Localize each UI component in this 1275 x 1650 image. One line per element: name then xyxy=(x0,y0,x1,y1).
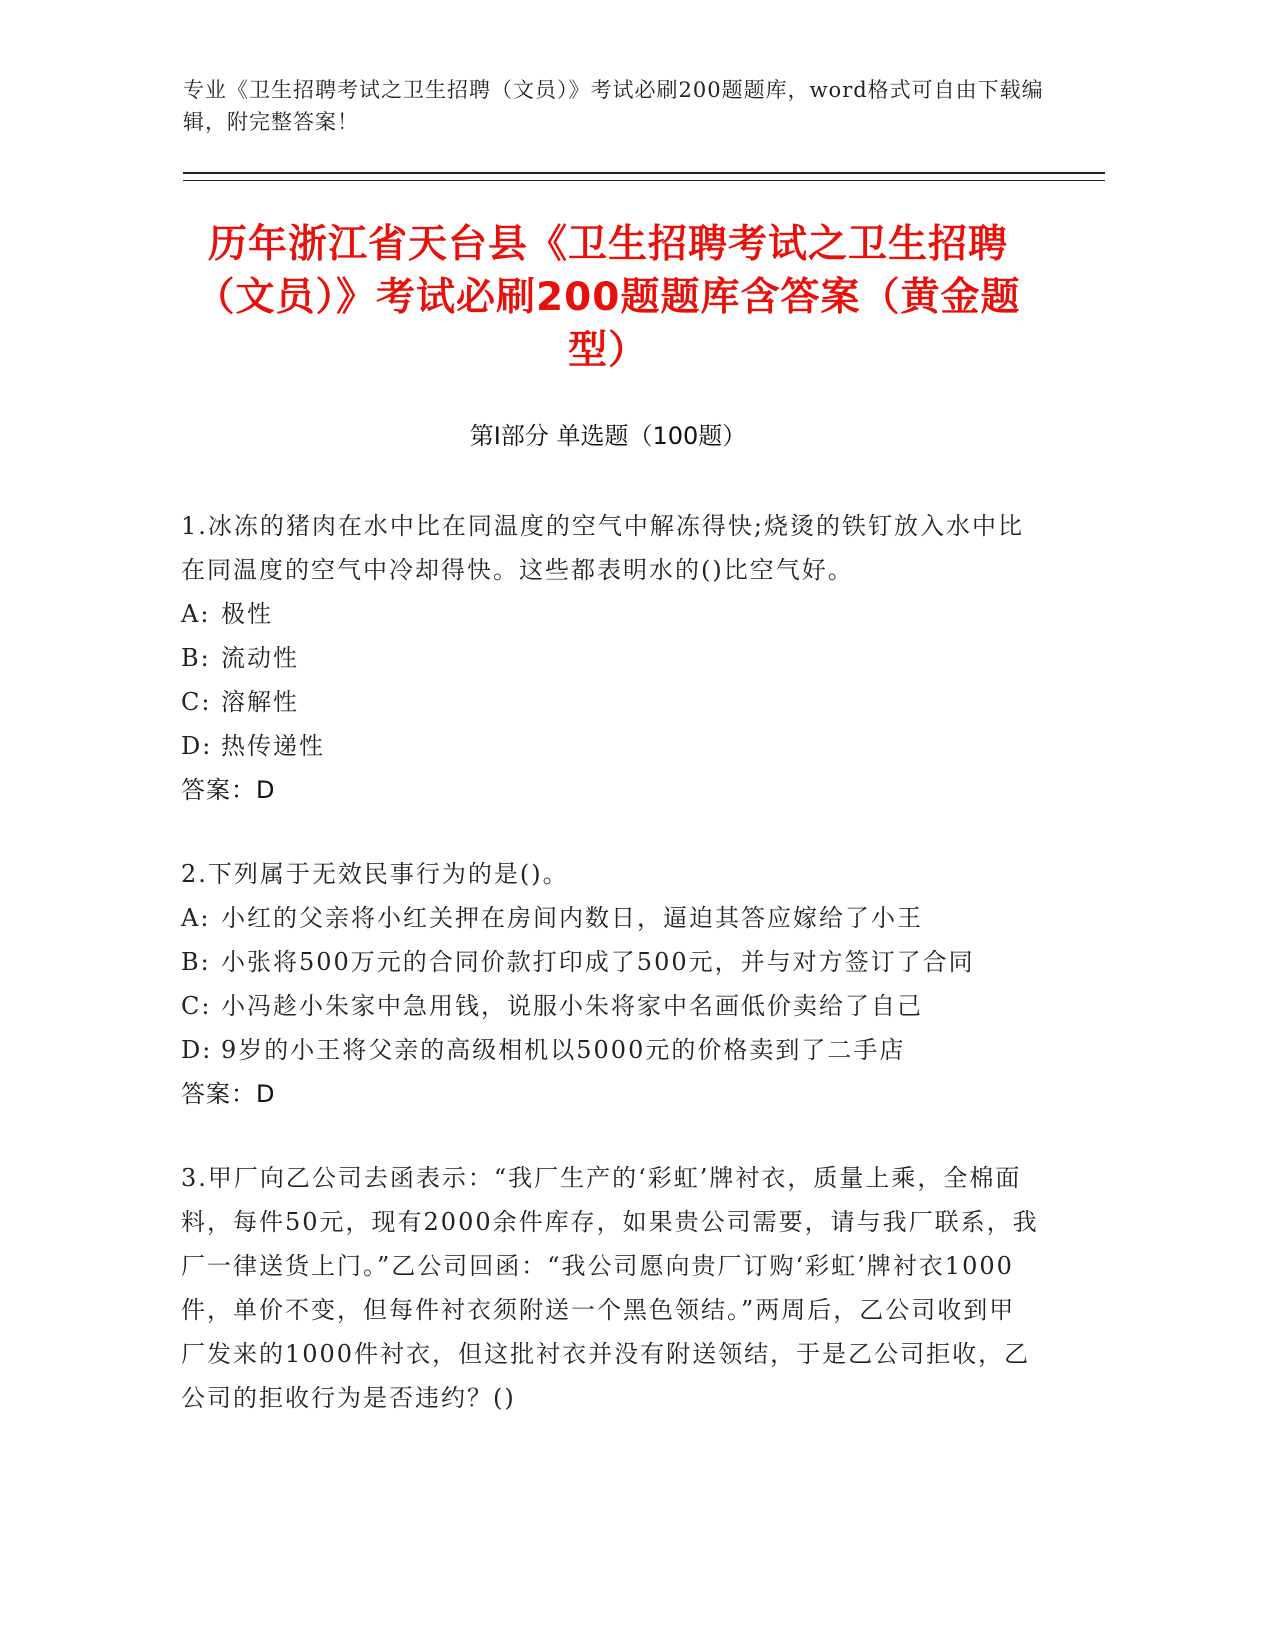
option-letter: A: xyxy=(181,600,211,628)
answer-line: 答案：D xyxy=(181,776,276,804)
header-note: 专业《卫生招聘考试之卫生招聘（文员）》考试必刷200题题库，word格式可自由下载编辑，附完整答案！ xyxy=(183,78,1044,134)
option-text: 小张将500万元的合同价款打印成了500元，并与对方签订了合同 xyxy=(221,948,975,976)
question-stem: 1.冰冻的猪肉在水中比在同温度的空气中解冻得快;烧烫的铁钉放入水中比在同温度的空气中冷却得快。这些都表明水的()比空气好。 xyxy=(181,512,1024,584)
option-text: 9岁的小王将父亲的高级相机以5000元的价格卖到了二手店 xyxy=(221,1036,906,1064)
option-text: 极性 xyxy=(221,600,273,628)
option-letter: D: xyxy=(181,732,213,760)
option-d xyxy=(181,1028,1041,1072)
option-letter: A: xyxy=(181,904,211,932)
question-stem: 2.下列属于无效民事行为的是()。 xyxy=(181,860,569,888)
option-text: 小冯趁小朱家中急用钱，说服小朱将家中名画低价卖给了自己 xyxy=(221,992,923,1020)
option-letter: B: xyxy=(181,948,211,976)
option-c xyxy=(181,680,1041,724)
option-letter: C: xyxy=(181,992,212,1020)
option-text: 溶解性 xyxy=(221,688,299,716)
option-b xyxy=(181,636,1041,680)
option-letter: D: xyxy=(181,1036,213,1064)
option-letter: C: xyxy=(181,688,212,716)
header-divider-thick xyxy=(183,172,1105,174)
header-divider-thin xyxy=(183,180,1105,181)
option-text: 热传递性 xyxy=(221,732,325,760)
question-1 xyxy=(181,504,1041,812)
document-title: 历年浙江省天台县《卫生招聘考试之卫生招聘（文员）》考试必刷200题题库含答案（黄金题型） xyxy=(195,222,1021,373)
answer-line: 答案：D xyxy=(181,1080,276,1108)
option-letter: B: xyxy=(181,644,211,672)
question-3 xyxy=(181,1156,1041,1420)
option-c xyxy=(181,984,1041,1028)
section-heading: 第I部分 单选题（100题） xyxy=(469,422,747,450)
option-text: 小红的父亲将小红关押在房间内数日，逼迫其答应嫁给了小王 xyxy=(221,904,923,932)
option-d xyxy=(181,724,1041,768)
option-b xyxy=(181,940,1041,984)
question-stem: 3.甲厂向乙公司去函表示：“我厂生产的‘彩虹’牌衬衣，质量上乘，全棉面料，每件50元，现有2000余件库存，如果贵公司需要，请与我厂联系，我厂一律送货上门。”乙公司回函：“我公司愿向贵厂订购‘彩虹’牌衬衣1000件，单价不变，但每件衬衣须附送一个黑色领结。”两周后，乙公司收到甲厂发来的1000件衬衣，但这批衬衣并没有附送领结，于是乙公司拒收，乙公司的拒收行为是否违约？() xyxy=(181,1164,1039,1412)
option-a xyxy=(181,592,1041,636)
question-2 xyxy=(181,852,1041,1116)
option-a xyxy=(181,896,1041,940)
option-text: 流动性 xyxy=(221,644,299,672)
